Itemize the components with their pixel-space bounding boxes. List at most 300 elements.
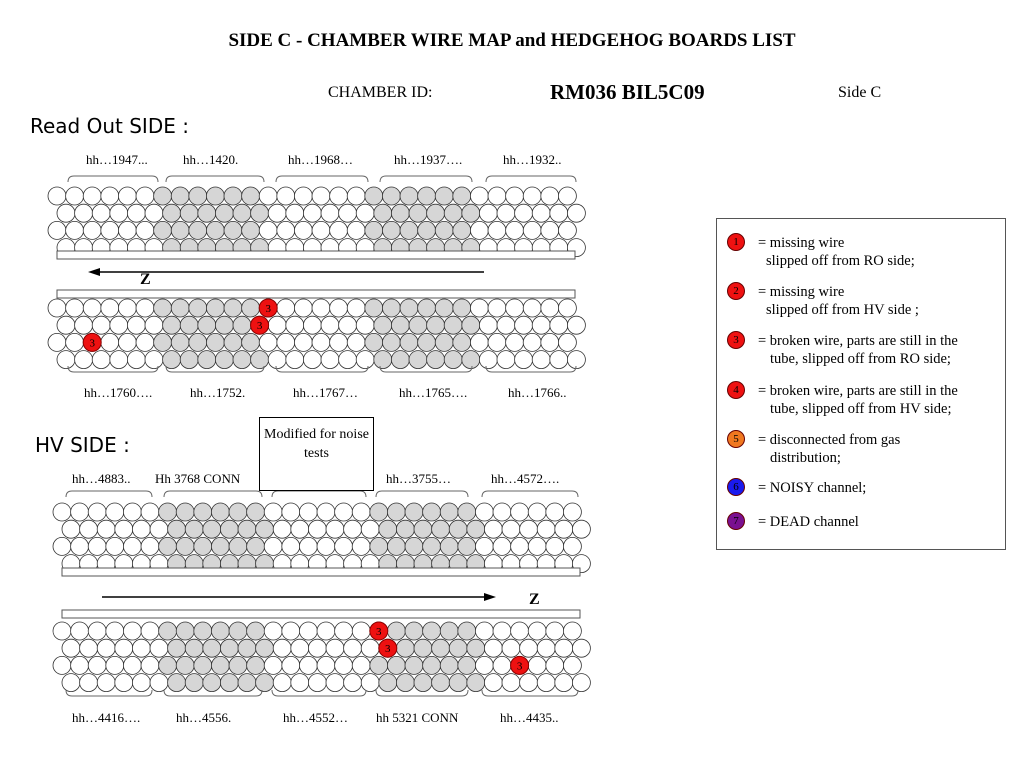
drift-tube: [558, 221, 576, 239]
drift-tube: [379, 674, 397, 692]
chamber-id-value: RM036 BIL5C09: [550, 80, 705, 104]
drift-tube: [168, 639, 186, 657]
drift-tube: [400, 333, 418, 351]
drift-tube: [361, 674, 379, 692]
drift-tube: [215, 316, 233, 334]
drift-tube: [224, 187, 242, 205]
drift-tube: [299, 537, 317, 555]
drift-tube: [215, 351, 233, 369]
drift-tube: [273, 639, 291, 657]
drift-tube: [118, 221, 136, 239]
board-brace: [376, 491, 468, 497]
drift-tube: [335, 622, 353, 640]
drift-tube: [347, 333, 365, 351]
drift-tube: [150, 520, 168, 538]
drift-tube: [400, 299, 418, 317]
drift-tube: [291, 520, 309, 538]
drift-tube: [339, 204, 357, 222]
legend-dot-1: [727, 233, 745, 251]
drift-tube: [555, 639, 573, 657]
ro-top-board-5: hh…1932..: [503, 152, 562, 167]
drift-tube: [467, 520, 485, 538]
drift-tube: [462, 351, 480, 369]
drift-tube: [330, 187, 348, 205]
drift-tube: [62, 520, 80, 538]
drift-tube: [220, 674, 238, 692]
drift-tube: [488, 221, 506, 239]
ro-top-board-2: hh…1420.: [183, 152, 239, 167]
drift-tube: [150, 639, 168, 657]
ro-spacer-bar-top: [57, 251, 575, 259]
drift-tube: [493, 656, 511, 674]
drift-tube: [141, 656, 159, 674]
drift-tube: [53, 656, 71, 674]
drift-tube: [251, 204, 269, 222]
drift-tube: [71, 656, 89, 674]
drift-tube: [479, 316, 497, 334]
legend-code: 6: [733, 481, 739, 493]
drift-tube: [409, 351, 427, 369]
drift-tube: [435, 221, 453, 239]
drift-tube: [475, 622, 493, 640]
legend-text-continued: slipped off from RO side;: [766, 253, 915, 269]
drift-tube: [370, 656, 388, 674]
ro-bottom-board-3: hh…1767…: [293, 385, 358, 400]
drift-tube: [312, 187, 330, 205]
drift-tube: [326, 674, 344, 692]
drift-tube: [176, 503, 194, 521]
drift-tube: [572, 639, 590, 657]
drift-tube: [572, 520, 590, 538]
drift-tube: [62, 639, 80, 657]
drift-tube: [352, 656, 370, 674]
drift-tube: [53, 503, 71, 521]
drift-tube: [541, 333, 559, 351]
hv-top-board-1: hh…4883..: [72, 471, 131, 486]
legend-code: 3: [733, 334, 739, 346]
drift-tube: [423, 656, 441, 674]
drift-tube: [435, 333, 453, 351]
drift-tube: [211, 622, 229, 640]
drift-tube: [106, 503, 124, 521]
drift-tube: [497, 204, 515, 222]
drift-tube: [523, 221, 541, 239]
drift-tube: [563, 537, 581, 555]
drift-tube: [347, 221, 365, 239]
drift-tube: [229, 503, 247, 521]
legend-dot-6: [727, 478, 745, 496]
drift-tube: [563, 503, 581, 521]
drift-tube: [123, 503, 141, 521]
drift-tube: [484, 639, 502, 657]
drift-tube: [242, 221, 260, 239]
drift-tube: [53, 537, 71, 555]
drift-tube: [247, 503, 265, 521]
drift-tube: [458, 622, 476, 640]
drift-tube: [506, 299, 524, 317]
marker-code: 3: [385, 643, 391, 656]
marker-code: 3: [89, 337, 95, 350]
drift-tube: [541, 299, 559, 317]
drift-tube: [317, 622, 335, 640]
drift-tube: [339, 351, 357, 369]
ro-top-board-4: hh…1937….: [394, 152, 463, 167]
drift-tube: [206, 299, 224, 317]
drift-tube: [303, 316, 321, 334]
drift-tube: [312, 333, 330, 351]
drift-tube: [189, 333, 207, 351]
drift-tube: [506, 221, 524, 239]
hv-z-label: Z: [529, 591, 540, 608]
hv-bottom-board-2: hh…4556.: [176, 710, 232, 725]
drift-tube: [118, 299, 136, 317]
drift-tube: [80, 674, 98, 692]
drift-tube: [387, 537, 405, 555]
drift-tube: [347, 299, 365, 317]
drift-tube: [563, 656, 581, 674]
drift-tube: [57, 204, 75, 222]
drift-tube: [141, 503, 159, 521]
drift-tube: [282, 503, 300, 521]
drift-tube: [449, 674, 467, 692]
drift-tube: [75, 351, 93, 369]
drift-tube: [458, 537, 476, 555]
drift-tube: [387, 622, 405, 640]
drift-tube: [123, 656, 141, 674]
drift-tube: [567, 204, 585, 222]
drift-tube: [475, 656, 493, 674]
drift-tube: [303, 351, 321, 369]
hv-spacer-bar-bottom: [62, 610, 580, 618]
drift-tube: [479, 204, 497, 222]
drift-tube: [541, 221, 559, 239]
drift-tube: [555, 520, 573, 538]
drift-tube: [282, 537, 300, 555]
drift-tube: [321, 351, 339, 369]
drift-tube: [220, 639, 238, 657]
drift-tube: [558, 333, 576, 351]
drift-tube: [277, 187, 295, 205]
drift-tube: [185, 520, 203, 538]
drift-tube: [247, 537, 265, 555]
drift-tube: [215, 204, 233, 222]
drift-tube: [264, 537, 282, 555]
hv-bottom-multilayer: [53, 622, 590, 692]
drift-tube: [127, 351, 145, 369]
drift-tube: [567, 351, 585, 369]
drift-tube: [444, 351, 462, 369]
drift-tube: [238, 674, 256, 692]
drift-tube: [396, 639, 414, 657]
drift-tube: [264, 656, 282, 674]
board-brace: [276, 176, 368, 182]
drift-tube: [88, 537, 106, 555]
drift-tube: [256, 639, 274, 657]
drift-tube: [321, 204, 339, 222]
drift-tube: [62, 674, 80, 692]
drift-tube: [400, 221, 418, 239]
drift-tube: [259, 221, 277, 239]
drift-tube: [453, 221, 471, 239]
drift-tube: [180, 316, 198, 334]
drift-tube: [344, 674, 362, 692]
drift-tube: [159, 537, 177, 555]
drift-tube: [427, 351, 445, 369]
drift-tube: [154, 221, 172, 239]
drift-tube: [171, 221, 189, 239]
drift-tube: [532, 204, 550, 222]
drift-tube: [506, 187, 524, 205]
drift-tube: [264, 622, 282, 640]
drift-tube: [370, 503, 388, 521]
drift-tube: [365, 221, 383, 239]
drift-tube: [110, 351, 128, 369]
drift-tube: [66, 187, 84, 205]
drift-tube: [198, 351, 216, 369]
drift-tube: [532, 351, 550, 369]
drift-tube: [106, 622, 124, 640]
drift-tube: [418, 221, 436, 239]
drift-tube: [497, 351, 515, 369]
drift-tube: [168, 520, 186, 538]
board-brace: [380, 176, 472, 182]
drift-tube: [555, 674, 573, 692]
drift-tube: [382, 221, 400, 239]
drift-tube: [198, 316, 216, 334]
drift-tube: [558, 187, 576, 205]
drift-tube: [379, 520, 397, 538]
legend-text-continued: slipped off from HV side ;: [766, 302, 919, 318]
drift-tube: [233, 204, 251, 222]
drift-tube: [238, 639, 256, 657]
drift-tube: [528, 656, 546, 674]
drift-tube: [229, 537, 247, 555]
drift-tube: [470, 187, 488, 205]
ro-z-arrow-head: [88, 268, 100, 276]
drift-tube: [453, 299, 471, 317]
drift-tube: [470, 299, 488, 317]
drift-tube: [203, 674, 221, 692]
drift-tube: [453, 333, 471, 351]
drift-tube: [247, 656, 265, 674]
drift-tube: [206, 333, 224, 351]
drift-tube: [247, 622, 265, 640]
drift-tube: [453, 187, 471, 205]
drift-tube: [194, 656, 212, 674]
drift-tube: [511, 622, 529, 640]
drift-tube: [97, 639, 115, 657]
drift-tube: [101, 187, 119, 205]
drift-tube: [48, 187, 66, 205]
drift-tube: [515, 204, 533, 222]
drift-tube: [259, 187, 277, 205]
drift-tube: [224, 299, 242, 317]
drift-tube: [83, 221, 101, 239]
board-brace: [166, 176, 264, 182]
drift-tube: [365, 299, 383, 317]
drift-tube: [194, 503, 212, 521]
legend-text: = disconnected from gas: [758, 432, 901, 448]
drift-tube: [106, 656, 124, 674]
legend-code: 2: [733, 285, 739, 297]
drift-tube: [189, 299, 207, 317]
drift-tube: [470, 333, 488, 351]
drift-tube: [374, 351, 392, 369]
drift-tube: [277, 221, 295, 239]
drift-tube: [141, 537, 159, 555]
drift-tube: [294, 187, 312, 205]
drift-tube: [339, 316, 357, 334]
drift-tube: [220, 520, 238, 538]
drift-tube: [361, 520, 379, 538]
drift-tube: [273, 674, 291, 692]
drift-tube: [229, 622, 247, 640]
drift-tube: [282, 622, 300, 640]
drift-tube: [387, 503, 405, 521]
drift-tube: [458, 503, 476, 521]
marker-code: 3: [265, 303, 271, 315]
drift-tube: [154, 333, 172, 351]
drift-tube: [572, 674, 590, 692]
drift-tube: [409, 204, 427, 222]
board-brace: [272, 491, 366, 497]
drift-tube: [75, 316, 93, 334]
drift-tube: [391, 204, 409, 222]
drift-tube: [291, 639, 309, 657]
ro-bottom-board-5: hh…1766..: [508, 385, 567, 400]
drift-tube: [163, 316, 181, 334]
drift-tube: [180, 351, 198, 369]
drift-tube: [97, 674, 115, 692]
drift-tube: [233, 351, 251, 369]
hv-bottom-board-4: hh 5321 CONN: [376, 710, 459, 725]
drift-tube: [523, 333, 541, 351]
drift-tube: [118, 333, 136, 351]
drift-tube: [515, 316, 533, 334]
drift-tube: [563, 622, 581, 640]
drift-tube: [299, 656, 317, 674]
hv-bottom-board-1: hh…4416….: [72, 710, 141, 725]
drift-tube: [101, 299, 119, 317]
drift-tube: [145, 351, 163, 369]
drift-tube: [400, 187, 418, 205]
drift-tube: [546, 537, 564, 555]
drift-tube: [365, 187, 383, 205]
board-brace: [164, 491, 262, 497]
drift-tube: [312, 221, 330, 239]
drift-tube: [550, 316, 568, 334]
drift-tube: [546, 622, 564, 640]
drift-tube: [382, 187, 400, 205]
drift-tube: [488, 333, 506, 351]
drift-tube: [326, 520, 344, 538]
drift-tube: [101, 221, 119, 239]
drift-tube: [335, 537, 353, 555]
drift-tube: [88, 622, 106, 640]
drift-tube: [154, 187, 172, 205]
drift-tube: [268, 351, 286, 369]
drift-tube: [154, 299, 172, 317]
drift-tube: [391, 351, 409, 369]
drift-tube: [511, 503, 529, 521]
drift-tube: [80, 520, 98, 538]
drift-tube: [171, 299, 189, 317]
drift-tube: [171, 333, 189, 351]
drift-tube: [330, 221, 348, 239]
drift-tube: [567, 316, 585, 334]
drift-tube: [115, 674, 133, 692]
drift-tube: [286, 316, 304, 334]
drift-tube: [71, 622, 89, 640]
drift-tube: [291, 674, 309, 692]
drift-tube: [418, 187, 436, 205]
drift-tube: [88, 503, 106, 521]
drift-tube: [344, 520, 362, 538]
drift-tube: [282, 656, 300, 674]
legend-dot-4: [727, 381, 745, 399]
drift-tube: [458, 656, 476, 674]
drift-tube: [326, 639, 344, 657]
drift-tube: [352, 622, 370, 640]
legend-text-continued: tube, slipped off from RO side;: [770, 351, 951, 367]
drift-tube: [294, 221, 312, 239]
drift-tube: [308, 520, 326, 538]
drift-tube: [484, 520, 502, 538]
drift-tube: [115, 520, 133, 538]
drift-tube: [374, 316, 392, 334]
drift-tube: [83, 299, 101, 317]
drift-tube: [242, 333, 260, 351]
drift-tube: [71, 537, 89, 555]
drift-tube: [537, 674, 555, 692]
drift-tube: [317, 656, 335, 674]
drift-tube: [523, 299, 541, 317]
drift-tube: [537, 520, 555, 538]
drift-tube: [475, 537, 493, 555]
drift-tube: [92, 351, 110, 369]
drift-tube: [558, 299, 576, 317]
drift-tube: [449, 520, 467, 538]
legend-text: = DEAD channel: [758, 514, 859, 530]
drift-tube: [92, 204, 110, 222]
drift-tube: [330, 333, 348, 351]
drift-tube: [356, 204, 374, 222]
drift-tube: [330, 299, 348, 317]
drift-tube: [396, 674, 414, 692]
drift-tube: [347, 187, 365, 205]
board-brace: [66, 491, 152, 497]
drift-tube: [511, 537, 529, 555]
drift-tube: [423, 622, 441, 640]
drift-tube: [127, 204, 145, 222]
hv-top-multilayer: [53, 503, 590, 573]
ro-z-label: Z: [140, 271, 151, 288]
drift-tube: [391, 316, 409, 334]
drift-tube: [449, 639, 467, 657]
drift-tube: [211, 503, 229, 521]
drift-tube: [440, 503, 458, 521]
legend-text: = broken wire, parts are still in the: [758, 333, 958, 349]
legend-dot-5: [727, 430, 745, 448]
drift-tube: [467, 639, 485, 657]
drift-tube: [224, 221, 242, 239]
drift-tube: [382, 299, 400, 317]
drift-tube: [233, 316, 251, 334]
drift-tube: [256, 520, 274, 538]
drift-tube: [159, 622, 177, 640]
drift-tube: [294, 299, 312, 317]
legend-code: 4: [733, 384, 739, 396]
